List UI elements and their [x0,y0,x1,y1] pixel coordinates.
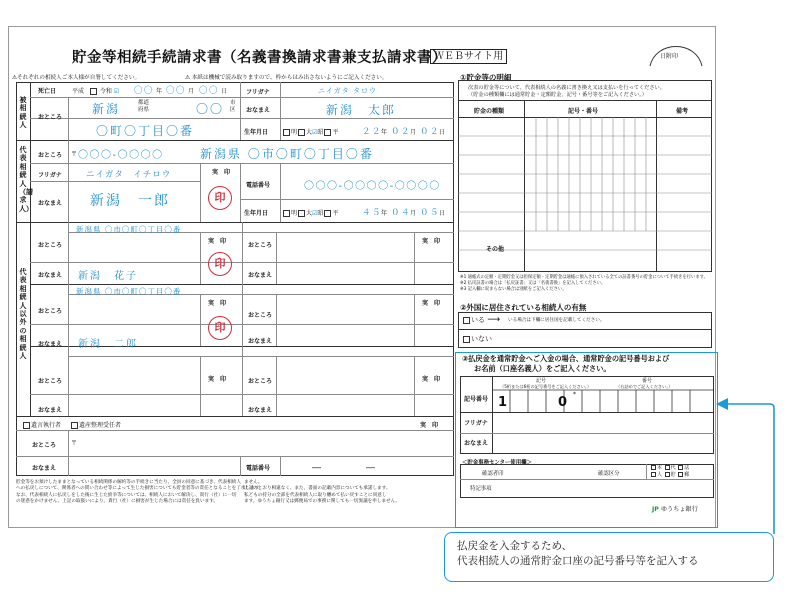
foreign-yes[interactable]: いる ⟶ [462,315,500,325]
executor-name-label: おなまえ [32,465,57,472]
heir2-address[interactable]: 新潟県 〇市〇町〇丁目〇番 [76,287,182,296]
grid-line [200,356,201,416]
death-date-label: 死亡日 [38,88,57,95]
grid-line [276,294,277,346]
decedent-birth-label: 生年月日 [244,129,269,136]
grid-line [414,294,415,346]
heir2b-address-label: おところ [248,312,273,319]
rep-postal[interactable]: 〇〇〇-〇〇〇〇 [78,150,164,161]
heir3b-address-label: おところ [248,378,273,385]
executor-option2: 遺産整理受任者 [78,422,121,429]
rep-birth-year[interactable]: ４５ [362,208,383,218]
grid-line [30,97,454,98]
rep-furigana-label: フリガナ [38,172,62,179]
executor-option1: 遺言執行者 [31,422,62,429]
decedent-birth-year[interactable]: ２２ [362,127,383,137]
note-right: ⚠ 本紙は機械で読み取りますので、枠からはみ出さないようにご記入ください。 [185,75,388,81]
grid-line [68,430,69,476]
category-options[interactable]: 本 代 法 人 貯 郵 [650,465,689,478]
executor-postal-mark: 〒 [71,440,78,447]
foreign-yes-note: いる場合は下欄に居住国を記載してください。 [508,318,605,323]
bango-label: 番号 [642,378,653,384]
heir1-seal: 印 [208,252,232,276]
grid-line [460,479,714,480]
death-year[interactable]: 〇〇 [134,86,155,96]
rep-phone-label: 電話番号 [246,182,271,189]
heir3-address-label: おところ [38,378,63,385]
callout-line-2: 代表相続人の通常貯金口座の記号番号等を記入する [457,555,699,567]
executor-phone[interactable]: ― ― [312,463,376,473]
heir3-seal-label: 実 印 [208,376,227,383]
heir2-seal-label: 実 印 [208,300,227,307]
unit-month: 月 [188,88,195,95]
era-heisei: 平成 [72,88,85,95]
grid-line [68,97,69,140]
decedent-furigana[interactable]: ニイガタ タロウ [318,87,378,95]
yucho-mark-icon: JP [652,506,659,513]
grid-line [200,294,201,346]
heir1b-seal-label: 実 印 [422,238,441,245]
grid-line [200,232,201,284]
grid-line [460,433,714,434]
rep-seal: 印 [208,186,232,210]
stamp-label: 日附印 [660,53,679,60]
footer-text-right: ません。 上記のとおり相違なく、また、書面の記載内容についても承諾します。 私どもの持分の全部を代表相続人に取り纏めて払い戻すことに同意し ます。ゆうちょ銀行又は郵便局での事務に関しても一切異議を申しません。 [244,480,401,505]
section1-title: ①貯金等の明細 [460,73,512,82]
rep-birth-day[interactable]: ０５ [420,208,441,218]
section1-other: その他 [486,246,505,253]
unit-day: 日 [439,210,446,217]
grid-line [414,232,415,284]
grid-line [240,163,241,222]
era-reiwa: 令和 [99,88,112,95]
grid-line [16,140,454,141]
grid-line [240,82,241,140]
unit-month: 月 [410,129,417,136]
grid-line [68,222,69,416]
decedent-birth-month[interactable]: ０２ [391,127,412,137]
grid-line [280,163,281,222]
section3-title-2: お名前（口座名義人）をご記入ください。 [474,364,611,373]
other-heirs-section-label: 代表相続人以外の相続人 [19,268,27,361]
grid-line [30,82,31,416]
heir2-address-label: おところ [38,308,63,315]
grid-line [242,222,243,416]
heir3b-name-label: おなまえ [248,407,273,414]
rep-seal-label: 実 印 [212,169,231,176]
unit-year: 年 [381,129,388,136]
heir2-name[interactable]: 新潟 二郎 [78,339,138,350]
rep-address[interactable]: 新潟県 〇市〇町〇丁目〇番 [200,147,374,161]
confirm-label: 確認者印 [482,471,504,477]
heir1b-address-label: おところ [248,242,273,249]
decedent-address-pref[interactable]: 新潟 [92,102,121,116]
decedent-address-city[interactable]: 〇〇 [196,102,225,116]
heir1-name-label: おなまえ [38,272,63,279]
heir1b-name-label: おなまえ [248,272,273,279]
grid-line [460,412,714,413]
form-title: 貯金等相続手続請求書（名義書換請求書兼支払請求書） [72,50,447,66]
heir3-name-label: おなまえ [38,407,63,414]
section1-notes: ※1 通帳式の定額・定期貯金又は担保定額・定期貯金は通帳に預入されている全ての証書番号の貯金について手続きを行います。 ※2 払戻証書の場合は「払戻証書」又は「名義書換」を記入してください。 ※3 記入欄に収まらない場合は別紙をご記入ください。 [460,275,708,292]
account-digit-first: 1 [498,395,508,410]
heir2-name-label: おなまえ [38,341,63,348]
rep-birth-eras[interactable]: 明 大☑昭 平 [282,208,338,217]
footer-text: 貯金等をお預けしたままとなっている相続関係の解約等の手続きに当たり、全員の同意に基づき、代表相続人 への払戻しについて、関係者への問い合わせ等によって生じた損害についても貯金者等の責任となることを了承します。 なお、代表相続人に払戻しをした後に生じた紛争等については、相続人において解決し、貴行（社）に一切 の迷惑をかけません。上記の取扱いにより、貴行（社）に損害が生じた場合には責任を負います。 [16,480,264,505]
grid-line [240,456,241,476]
grid-line [16,456,454,457]
col-note: 備考 [676,108,689,115]
rep-birth-label: 生年月日 [244,210,269,217]
special-label: 特記事項 [470,486,492,492]
pref-type: 都道 府県 [138,100,150,113]
heir1-name[interactable]: 新潟 花子 [78,271,138,282]
city-type: 市 区 [230,100,236,113]
decedent-address-label: おところ [38,114,63,121]
arrow-head-icon [716,398,728,410]
death-month[interactable]: 〇〇 [166,86,187,96]
rep-birth-month[interactable]: ０４ [391,208,412,218]
yucho-logo: JP ゆうちょ銀行 [652,506,698,513]
note-left: ⚠それぞれの相続人ご本人様が自署してください。 [12,75,141,81]
unit-month: 月 [410,210,417,217]
heir2b-name-label: おなまえ [248,338,273,345]
heir3b-seal-label: 実 印 [422,376,441,383]
grid-line [276,356,277,416]
heir1-address-label: おところ [38,242,63,249]
form-subtitle: ＷＥＢサイト用 [430,49,507,64]
grid-line [68,356,454,357]
section3-furigana-label: フリガナ [464,420,488,427]
callout-line-1: 払戻金を入金するため、 [457,540,573,552]
grid-line [414,356,415,416]
category-label: 確認区分 [598,471,620,477]
decedent-section-label: 被相続人 [19,96,27,130]
symbol-hint: （5桁または6桁の記号番号をご記入ください。） [500,384,592,389]
executor-seal-label: 実 印 [420,422,439,429]
grid-line [30,181,200,182]
decedent-furigana-label: フリガナ [246,89,270,96]
center-use-title: ＜貯金事務センター使用欄＞ [462,460,532,466]
col-number: 記号・番号 [568,108,599,115]
rep-address-label: おところ [38,152,63,159]
section3-title-1: ③払戻金を通常貯金へご入金の場合、通常貯金の記号番号および [462,354,670,363]
grid-line [16,222,454,223]
unit-day: 日 [221,88,228,95]
heir1-seal-label: 実 印 [208,238,227,245]
grid-line [458,329,712,330]
col-kind: 貯金の種類 [474,108,505,115]
rep-name[interactable]: 新潟 一郎 [90,193,170,209]
grid-line [458,100,712,101]
grid-line [16,416,454,417]
grid-line [492,376,493,454]
explanation-callout [444,532,774,582]
section3-name-label: おなまえ [464,440,489,447]
grid-line [280,82,281,140]
grid-line [16,475,454,476]
representative-section-label: 代表相続人（請求人） [19,146,33,213]
unit-year: 年 [381,210,388,217]
section2-title: ②外国に居住されている相続人の有無 [460,303,587,312]
rep-name-label: おなまえ [38,200,63,207]
account-number-boxes[interactable] [492,390,714,412]
grid-line [276,232,277,284]
connector-arrow [712,398,792,548]
grid-line [240,118,454,119]
grid-line [30,163,454,164]
executor-phone-label: 電話番号 [246,465,271,472]
account-number-label: 記号番号 [464,396,489,403]
grid-line [280,456,281,476]
section1-desc1: 次表の貯金等について、代表相続人の名義に書き換え又は支払いを行ってください。 [468,85,665,91]
rep-postal-mark: 〒 [71,151,78,158]
heir1-address[interactable]: 新潟県 〇市〇町〇丁目〇番 [76,225,182,234]
decedent-birth-eras[interactable]: 明 大☑昭 平 [282,127,338,136]
decedent-name-label: おなまえ [246,107,271,114]
executor-address-label: おところ [32,442,57,449]
asterisk-mark: * [573,391,576,398]
heir2-seal: 印 [208,316,232,340]
foreign-no[interactable]: いない [462,334,492,344]
rep-furigana[interactable]: ニイガタ イチロウ [86,170,172,180]
grid-line [240,199,454,200]
unit-year: 年 [156,88,163,95]
death-date-era: 平成 令和 ☑ [72,88,120,95]
bango-hint: （右詰めでご記入ください。） [616,384,673,389]
era-checkbox[interactable] [90,88,97,95]
heir2b-seal-label: 実 印 [422,300,441,307]
grid-line [68,140,69,222]
rep-phone[interactable]: 〇〇〇-〇〇〇〇-〇〇〇〇 [304,181,441,192]
account-digit-zero: 0 [558,395,568,410]
unit-day: 日 [439,129,446,136]
death-day[interactable]: 〇〇 [199,86,220,96]
executor-options[interactable] [22,420,121,429]
decedent-name[interactable]: 新潟 太郎 [326,103,397,117]
grid-line [200,163,201,222]
section1-desc2: （貯金の種類欄には通常貯金・定額貯金、記号・番号等をご記入ください。） [468,92,647,98]
grid-line [16,430,454,431]
symbol-label: 記号 [536,378,547,384]
decedent-birth-day[interactable]: ０２ [420,127,441,137]
grid-line [646,464,647,479]
grid-line [16,82,454,83]
decedent-address-line2[interactable]: 〇町〇丁目〇番 [96,124,195,138]
